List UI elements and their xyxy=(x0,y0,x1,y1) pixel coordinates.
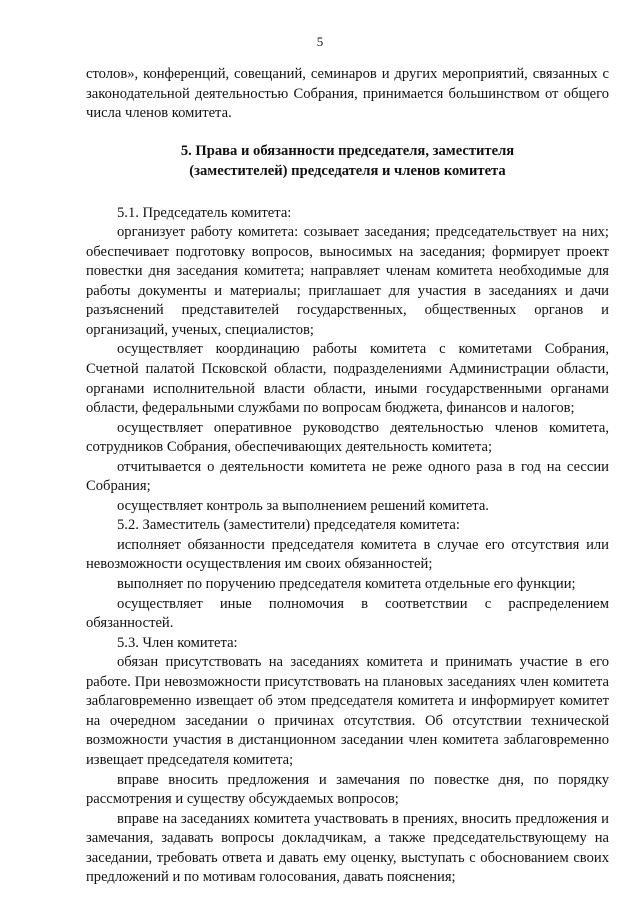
member-duty-attend: обязан присутствовать на заседаниях комитета и принимать участие в его работе. При невозможности присутствовать на плановых заседаниях член комитета заблаговременно извещает об этом председателя комитета и информирует комитет на очередном заседании о причинах отсутствия. Об отсутствии технической возможности участия в дистанционном заседании член комитета заблаговременно извещает председателя комитета; xyxy=(86,654,609,768)
chair-duty-control: осуществляет контроль за выполнением решений комитета. xyxy=(117,497,489,514)
chair-duty-coordinate: осуществляет координацию работы комитета с комитетами Собрания, Счетной палатой Псковской области, подразделениями Администрации области, органами исполнительной власти области, иными государственными органами области, федеральными службами по вопросам бюджета, финансов и налогов; xyxy=(86,341,609,417)
section-heading-line-2: (заместителей) председателя и членов комитета xyxy=(189,162,506,179)
section-heading-line-1: 5. Права и обязанности председателя, заместителя xyxy=(180,142,515,159)
chair-duty-organize: организует работу комитета: созывает заседания; председательствует на них; обеспечивает подготовку вопросов, выносимых на заседания; формирует проект повестки дня заседания комитета; направляет членам комитета необходимые для работы документы и материалы; приглашает для участия в заседаниях и дачи разъяснений представителей государственных, общественных органов и организаций, ученых, специалистов; xyxy=(86,224,609,338)
subsection-5-2-title: 5.2. Заместитель (заместители) председателя комитета: xyxy=(117,517,460,534)
deputy-duty-functions: выполняет по поручению председателя комитета отдельные его функции; xyxy=(117,576,576,593)
deputy-duty-other: осуществляет иные полномочия в соответствии с распределением обязанностей. xyxy=(86,595,609,632)
chair-duty-report: отчитывается о деятельности комитета не реже одного раза в год на сессии Собрания; xyxy=(86,458,609,495)
member-right-debate: вправе на заседаниях комитета участвовать в прениях, вносить предложения и замечания, задавать вопросы докладчикам, а также председательствующему на заседании, требовать ответа и давать ему оценку, выступать с обоснованием своих предложений и по мотивам голосования, давать пояснения; xyxy=(86,810,609,886)
section-heading xyxy=(86,141,609,181)
page-number: 5 xyxy=(316,34,324,49)
member-right-propose: вправе вносить предложения и замечания по повестке дня, по порядку рассмотрения и существу обсуждаемых вопросов; xyxy=(86,771,609,808)
deputy-duty-substitute: исполняет обязанности председателя комитета в случае его отсутствия или невозможности осуществления им своих обязанностей; xyxy=(86,536,609,573)
page-content xyxy=(86,65,609,888)
intro-paragraph: столов», конференций, совещаний, семинаров и других мероприятий, связанных с законодательной деятельностью Собрания, принимается большинством от общего числа членов комитета. xyxy=(86,66,609,122)
chair-duty-manage: осуществляет оперативное руководство деятельностью членов комитета, сотрудников Собрания, обеспечивающих деятельность комитета; xyxy=(86,419,609,456)
subsection-5-1-title: 5.1. Председатель комитета: xyxy=(117,204,292,221)
subsection-5-3-title: 5.3. Член комитета: xyxy=(117,634,238,651)
